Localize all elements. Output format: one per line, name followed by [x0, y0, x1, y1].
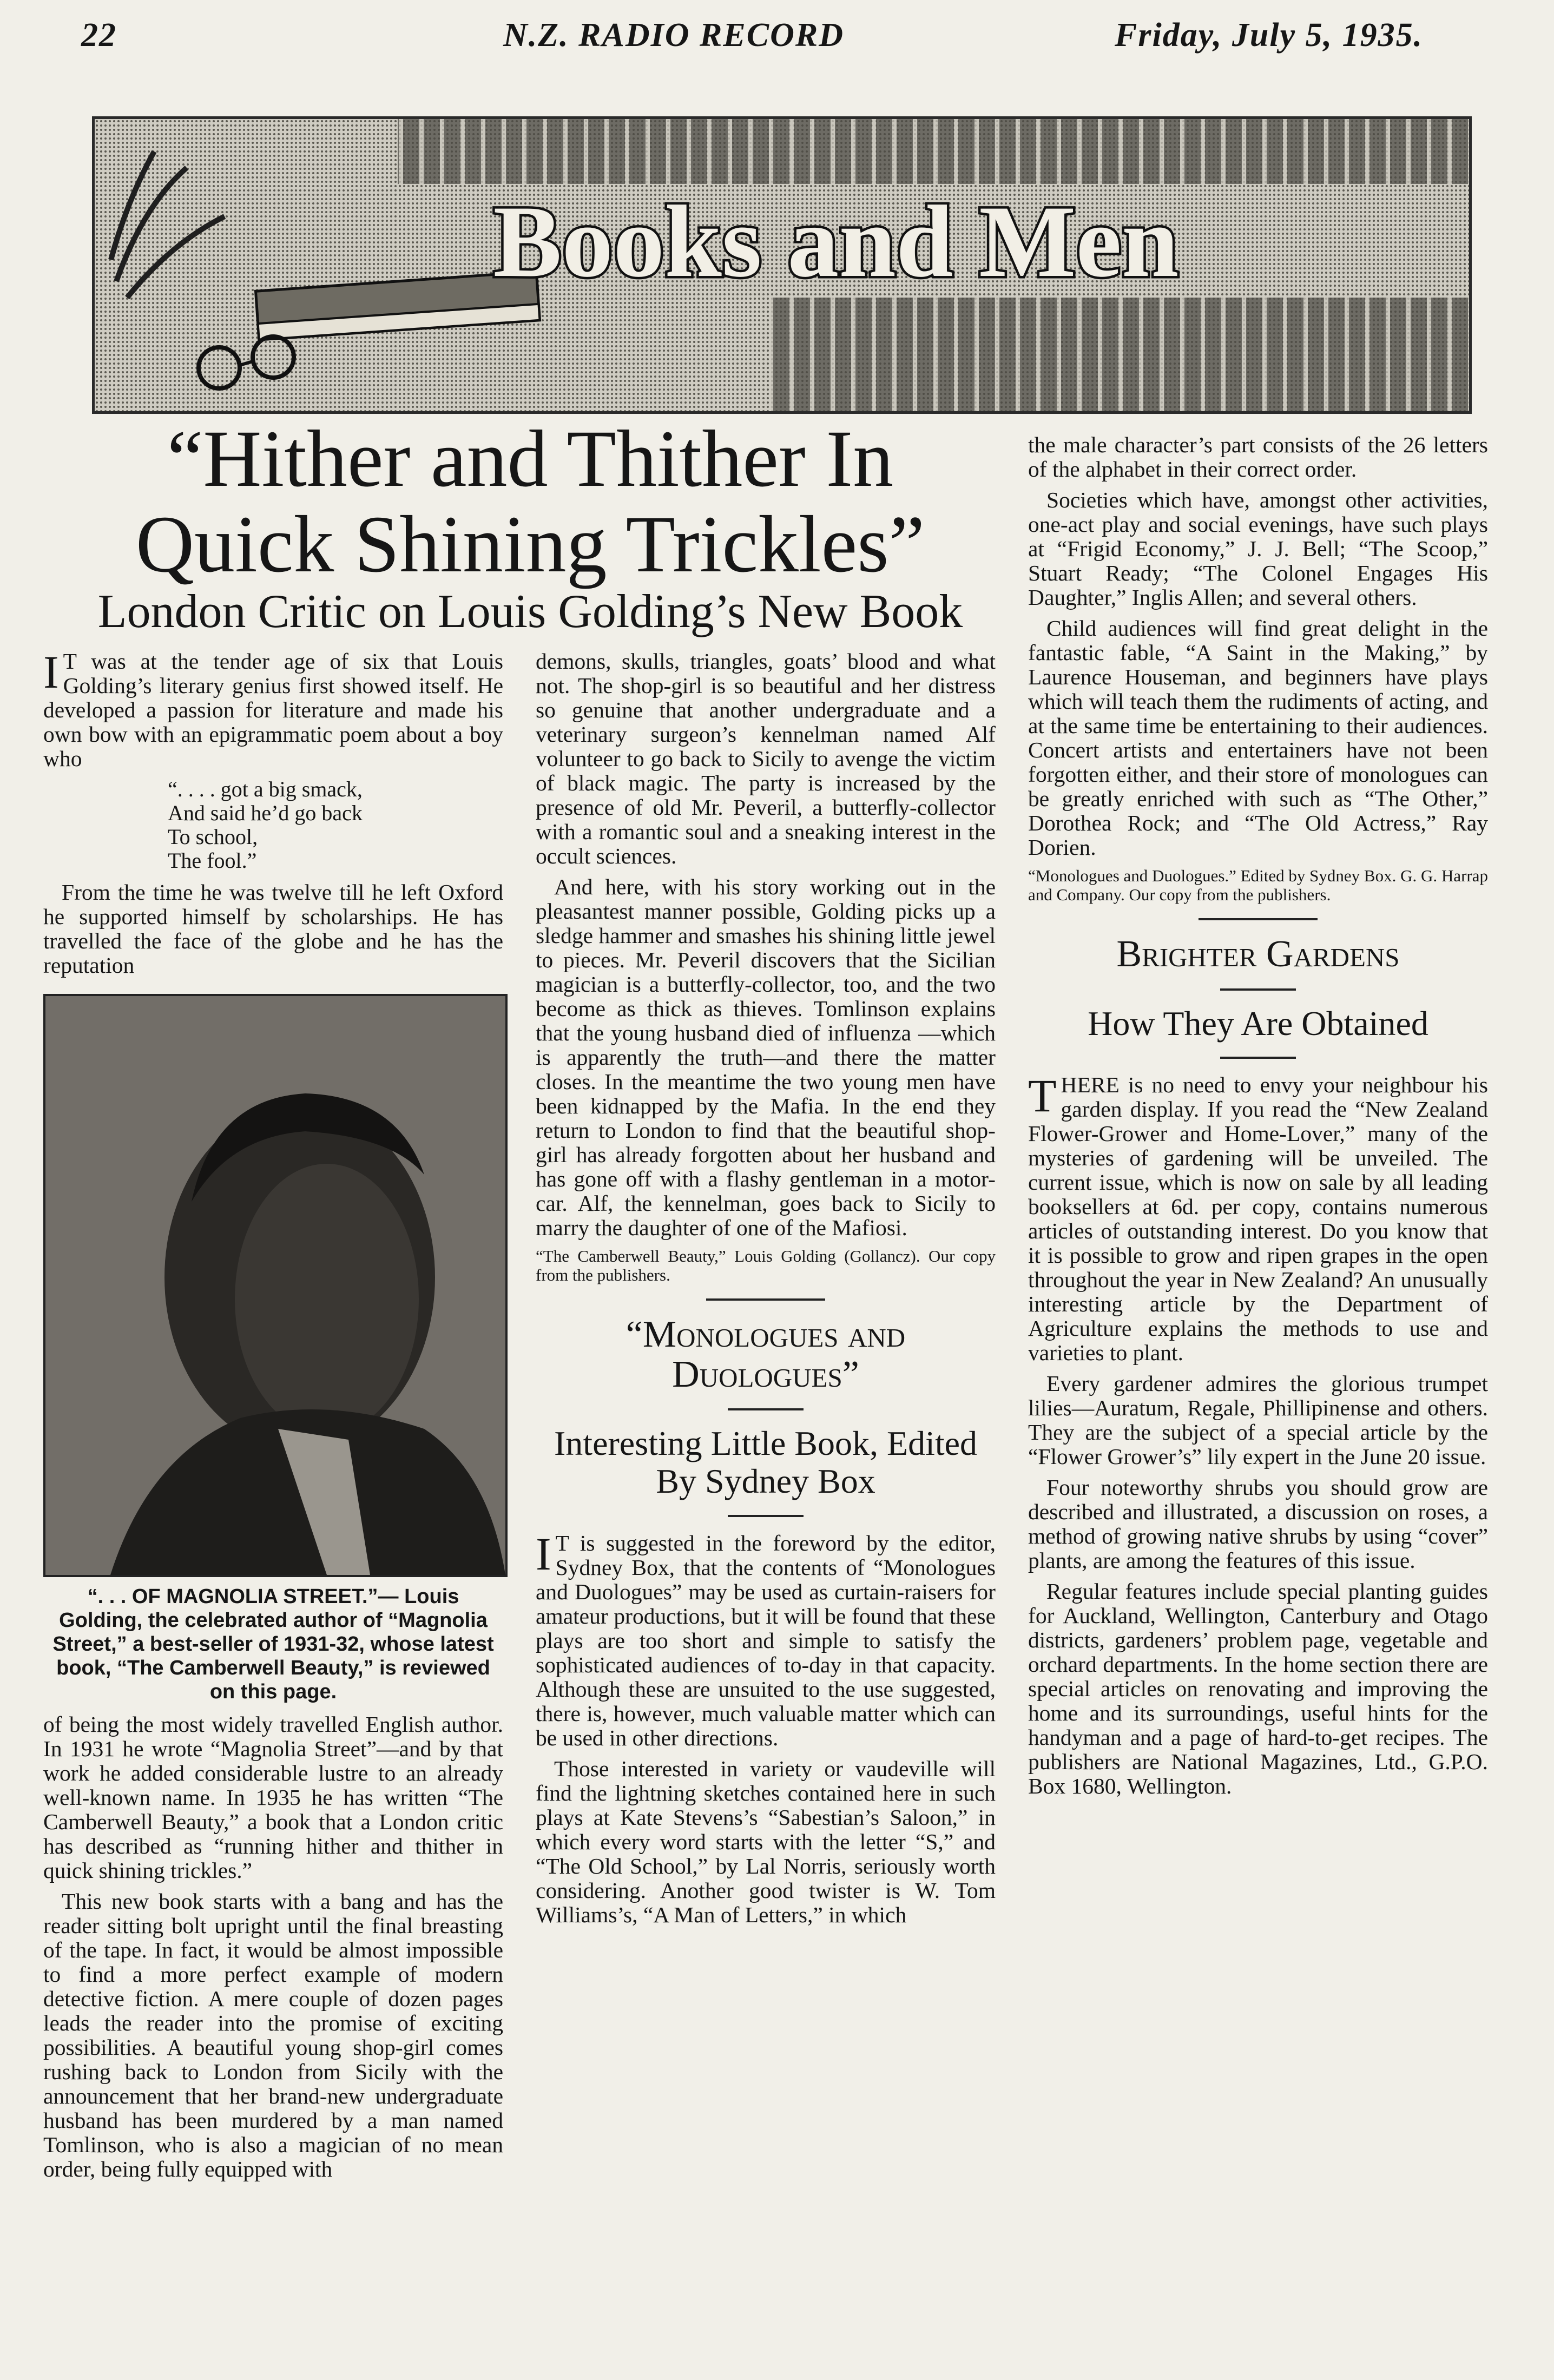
article1-headline-block: [65, 414, 996, 589]
issue-date: Friday, July 5, 1935.: [1115, 17, 1424, 54]
article2-paragraph-4: Societies which have, amongst other activities, one-act play and social evenings, have such plays at “Frigid Economy,” J. J. Bell; “The Scoop,” Stuart Ready; “The Colonel Engages His Daughter,” Inglis Allen; and several others.: [1028, 487, 1488, 610]
portrait-caption: “. . . OF MAGNOLIA STREET.”— Louis Golding, the celebrated author of “Magnolia Street,” a best-seller of 1931-32, whose latest book, “The Camberwell Beauty,” is reviewed on this page.: [52, 1585, 494, 1703]
article1-dropcap: I: [43, 646, 59, 698]
article3-paragraph-4: Regular features include special planting guides for Auckland, Wellington, Canterbury and Otago districts, gardeners’ problem page, vegetable and orchard departments. In the home section there are special articles on renovating and improving the home and its surroundings, useful hints for the handyman and a page of hard-to-get recipes. The publishers are National Magazines, Ltd., G.P.O. Box 1680, Wellington.: [1028, 1578, 1488, 1798]
article2-paragraph-5: Child audiences will find great delight in the fantastic fable, “A Saint in the Making,” by Laurence Houseman, and beginners have plays which will teach them the rudiments of acting, and at the same time be entertaining to their audiences. Concert artists and entertainers have not been forgotten either, and their store of monologues can be greatly enriched with such as “The Other,” Dorothea Rock; and “The Old Actress,” Ray Dorien.: [1028, 616, 1488, 860]
section-divider: [728, 1515, 804, 1517]
article1-paragraph-6: And here, with his story working out in the pleasantest manner possible, Golding picks up a sledge hammer and smashes his shining little jewel to pieces. Mr. Peveril discovers that the Sicilian magician is a butterfly-collector, too, and the two become as thick as thieves. Tomlinson explains that the young husband died of influenza —which is apparently the truth—and there the matter closes. In the meantime the two young men have been kidnapped by the Mafia. In the end they return to London to find that the beautiful shop-girl has already forgotten about her husband and has gone off with a flashy gentleman in a motor-car. Alf, the kennelman, goes back to Sicily to marry the daughter of one of the Mafiosi.: [536, 874, 996, 1240]
article2-headline: “Monologues and Duologues”: [625, 1314, 906, 1395]
article1-paragraph-4: This new book starts with a bang and has the reader sitting bolt upright until the final breasting of the tape. In fact, it would be almost impossible to find a more perfect example of modern detective fiction. A mere couple of dozen pages leads the reader into the promise of exciting possibilities. A beautiful young shop-girl comes rushing back to London from Sicily with the announcement that her brand-new undergraduate husband has been murdered by a man named Tomlinson, who is also a magician of no mean order, being fully equipped with: [43, 1889, 503, 2181]
article3-paragraph-1: THERE is no need to envy your neighbour his garden display. If you read the “New Zealand Flower-Grower and Home-Lover,” many of the mysteries of gardening will be unveiled. The current issue, which is now on sale by all leading booksellers at 6d. per copy, contains numerous articles of outstanding interest. Do you know that it is possible to grow and ripen grapes in the open throughout the year in New Zealand? An unusually interesting article by the Department of Agriculture explains the methods to use and varieties to plant.: [1028, 1069, 1488, 1365]
article2-credit: “Monologues and Duologues.” Edited by Sydney Box. G. G. Harrap and Company. Our copy from the publishers.: [1028, 866, 1488, 904]
verse-line: The fool.”: [168, 848, 257, 873]
page-number: 22: [81, 17, 117, 54]
verse-line: To school,: [168, 825, 258, 849]
article1-paragraph-2: From the time he was twelve till he left Oxford he supported himself by scholarships. He has travelled the face of the globe and he has the reputation: [43, 880, 503, 978]
article2-paragraph-2: Those interested in variety or vaudeville will find the lightning sketches contained here in such plays at Kate Stevens’s “Sabestian’s Saloon,” in which every word starts with the letter “S,” and “The Old School,” by Lal Norris, seriously worth considering. Another good twister is W. Tom Williams’s, “A Man of Letters,” in which: [536, 1756, 996, 1927]
article1-subheadline: London Critic on Louis Golding’s New Book: [97, 585, 963, 638]
article1-headline: “Hither and Thither In Quick Shining Trickles”: [135, 414, 925, 589]
banner-title: Books and Men: [493, 185, 1179, 299]
column-3: [1028, 433, 1488, 1805]
article1-subheadline-block: [54, 584, 1006, 639]
article2-dropcap: I: [536, 1527, 551, 1580]
section-divider: [1199, 918, 1318, 920]
verse-line: And said he’d go back: [168, 801, 363, 825]
louis-golding-portrait: [43, 994, 508, 1577]
publication-name: N.Z. RADIO RECORD: [503, 17, 844, 54]
article2-paragraph-1: I T is suggested in the foreword by the editor, Sydney Box, that the contents of “Monologues and Duologues” may be used as curtain-raisers for amateur productions, but it will be found that these plays are too short and simple to satisfy the sophisticated audiences of to-day in that capacity. Although these are unsuited to the use suggested, there is, however, much valuable matter which can be used in other directions.: [536, 1527, 996, 1750]
section-divider: [1220, 988, 1296, 991]
bookshelf-illustration: [95, 119, 1469, 411]
article3-dropcap: T: [1028, 1069, 1057, 1122]
article3-subheadline: How They Are Obtained: [1088, 1004, 1428, 1043]
article2-paragraph-3: the male character’s part consists of the 26 letters of the alphabet in their correct order.: [1028, 432, 1488, 482]
article3-paragraph-3: Four noteworthy shrubs you should grow are described and illustrated, a discussion on roses, a method of growing native shrubs by using “cover” plants, are among the features of this issue.: [1028, 1474, 1488, 1573]
article3-headline: Brighter Gardens: [1116, 933, 1400, 975]
section-divider: [728, 1408, 804, 1410]
section-divider: [1220, 1057, 1296, 1059]
section-divider: [706, 1298, 825, 1301]
books-and-men-banner: [92, 116, 1472, 414]
article1-paragraph-3: of being the most widely travelled English author. In 1931 he wrote “Magnolia Street”—and by that work he added considerable lustre to an already well-known name. In 1935 he has written “The Camberwell Beauty,” a book that a London critic has described as “running hither and thither in quick shining trickles.”: [43, 1712, 503, 1883]
article2-subheadline: Interesting Little Book, Edited By Sydney Box: [554, 1424, 978, 1501]
article1-column-2: [536, 649, 996, 1934]
article1-paragraph-1: I T was at the tender age of six that Louis Golding’s literary genius first showed itself. He developed a passion for literature and made his own bow with an epigrammatic poem about a boy who: [43, 646, 503, 771]
verse-line: “. . . . got a big smack,: [168, 777, 363, 801]
article1-paragraph-5: demons, skulls, triangles, goats’ blood and what not. The shop-girl is so beautiful and her distress so genuine that another undergraduate and a veterinary surgeon’s kennelman named Alf volunteer to go back to Sicily to avenge the victim of black magic. The party is increased by the presence of old Mr. Peveril, a butterfly-collector with a romantic soul and a sneaking interest in the occult sciences.: [536, 649, 996, 868]
portrait-image: [45, 996, 505, 1575]
article1-column-1: [43, 646, 503, 2188]
article1-verse: [43, 777, 503, 873]
article3-paragraph-2: Every gardener admires the glorious trumpet lilies—Auratum, Regale, Phillipinense and others. They are the subject of a special article by the “Flower Grower’s” lily expert in the June 20 issue.: [1028, 1370, 1488, 1469]
article1-credit: “The Camberwell Beauty,” Louis Golding (Gollancz). Our copy from the publishers.: [536, 1247, 996, 1284]
